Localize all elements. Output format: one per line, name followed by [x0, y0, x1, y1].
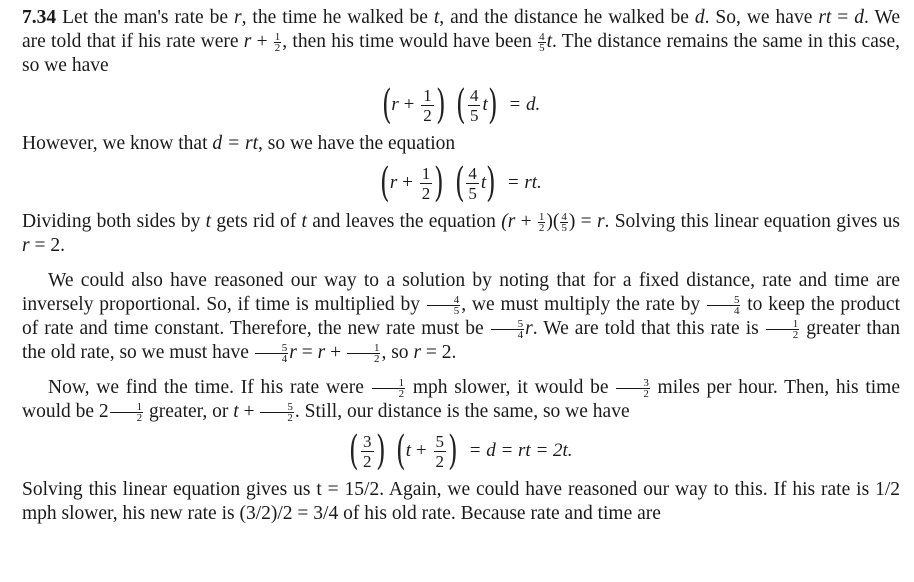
equation-2: ( r + $\frac{1}{2}$ ) ( 4 5 t ) = rt. — [380, 160, 542, 206]
paragraph-divide: Dividing both sides by t gets rid of t and leaves the equation (r + $\frac{1}{2}$ )( $\frac{4}{5}$ ) = r. Solving this linear equation gives us r = 2. — [22, 211, 900, 256]
frac-4-5: $\frac{4}{5}$ — [539, 31, 545, 55]
paragraph-conclusion: Solving this linear equation gives us t = 15/2. Again, we could have reasoned our way to this. If his rate is 1/2 mph slower, his new rate is (3/2)/2 = 3/4 of his old rate. Because rate and time are — [22, 479, 900, 524]
equation-1-rhs: = d. — [508, 94, 541, 115]
equation-2-rhs: = rt. — [506, 172, 542, 193]
eq-rt-d: rt — [818, 7, 832, 28]
paragraph-reasoning: We could also have reasoned our way to a solution by noting that for a fixed distance, rate and time are inversely proportional. So, if time is multiplied by $\frac{4}{5}$ , we must multiply the rate by $\frac{5}{4}$ to keep the product of rate and time constant. Therefore, the new rate must be $\frac{5}{4}$ r. We are told that this rate is $\frac{1}{2}$ greater than the old rate, so we must have $\frac{5}{4}$ r = r + $\frac{1}{2}$ , so r = 2. — [22, 270, 900, 366]
equation-3-rhs: = d = rt = 2t. — [468, 440, 573, 461]
paragraph-time: Now, we find the time. If his rate were $\frac{1}{2}$ mph slower, it would be $\frac{3}{2}$ miles per hour. Then, his time would be 2 $\frac{1}{2}$ greater, or t + $\frac{5}{2}$ . Still, our distance is the same, so we have — [22, 377, 900, 425]
var-t: t — [433, 7, 440, 28]
frac-1-2: $\frac{1}{2}$ — [274, 31, 281, 55]
paragraph-substitute: However, we know that d = rt, so we have the equation — [22, 133, 456, 154]
problem-number: 7.34 — [22, 7, 57, 28]
paragraph-setup: 7.34 Let the man's rate be r, the time he walked be t, and the distance he walked be d. So, we have rt = d. We are told that if his rate were r + $\frac{1}{2}$ , then his time would have been $\frac{4}{5}$ t. The distance remains the same in this case, so we have — [22, 7, 900, 76]
equation-1: ( r + $\frac{1}{2}$ ) ( 4 5 t ) = d. — [381, 82, 541, 128]
var-r: r — [234, 7, 242, 28]
var-d: d — [694, 7, 705, 28]
expr-r-plus-half: r — [243, 31, 252, 52]
equation-3: ( 3 2 ) ( t + $\frac{5}{2}$ ) = d = rt = 2t. — [349, 428, 573, 474]
